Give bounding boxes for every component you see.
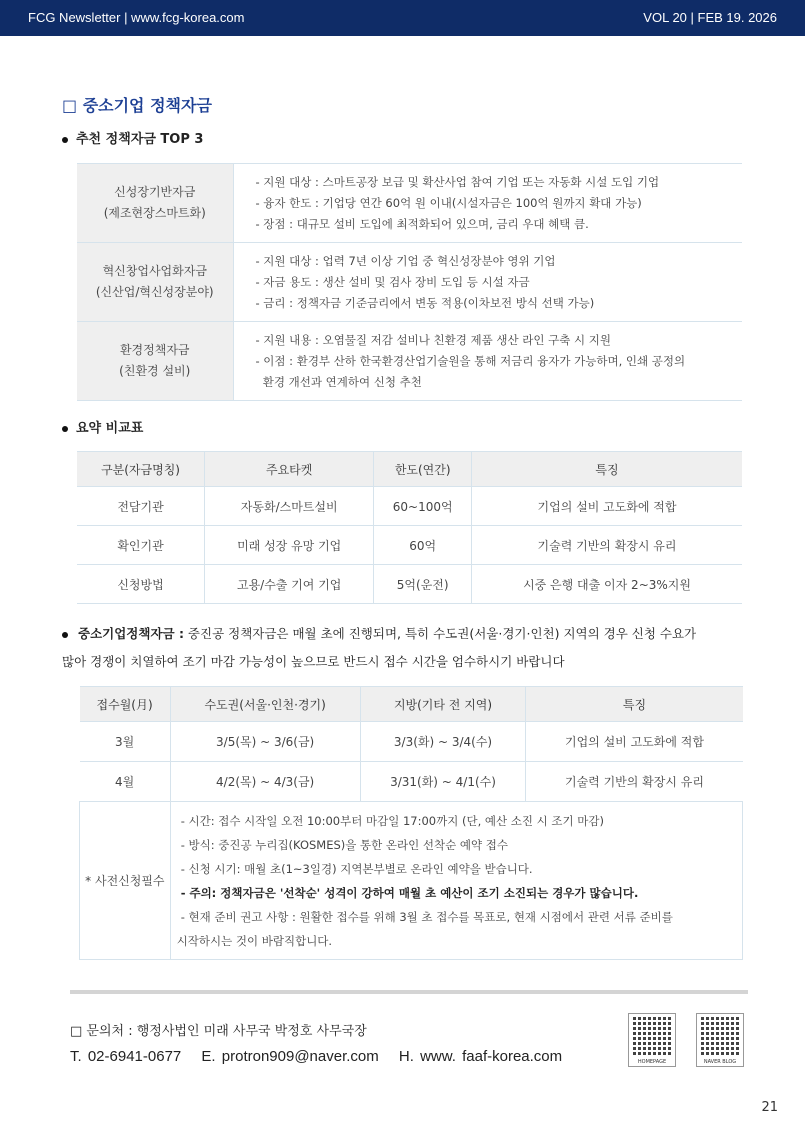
column-header: 특징: [472, 452, 742, 487]
phone: T. 02-6941-0677: [70, 1048, 182, 1065]
detail-line: - 지원 대상 : 스마트공장 보급 및 확산사업 참여 기업 또는 자동화 시설 도입 기업: [255, 174, 660, 189]
table-row: [77, 322, 742, 401]
table-cell: 60억: [374, 526, 472, 565]
column-header: 한도(연간): [374, 452, 472, 487]
qr-label: HOMEPAGE: [637, 1059, 667, 1065]
homepage-qr-code[interactable]: [628, 1013, 676, 1067]
section-title: □ 중소기업 정책자금: [62, 96, 212, 115]
fund-subtitle: (신산업/혁신성장분야): [95, 285, 214, 299]
fund-title: 신성장기반자금: [114, 185, 196, 199]
table-cell: 기업의 설비 고도화에 적합: [526, 722, 743, 762]
table-cell: 3월: [80, 722, 171, 762]
table-cell: 기업의 설비 고도화에 적합: [472, 487, 742, 526]
detail-line: 환경 개선과 연계하여 신청 추천: [255, 374, 422, 389]
schedule-table: [79, 686, 743, 960]
table-cell: 기술력 기반의 확장시 유리: [526, 762, 743, 802]
notice-text-2: 많아 경쟁이 치열하여 조기 마감 가능성이 높으므로 반드시 접수 시간을 엄수하시기 바랍니다: [62, 654, 565, 669]
issue-date: VOL 20 | FEB 19. 2026: [643, 10, 777, 25]
table-cell: 4월: [80, 762, 171, 802]
qr-label: NAVER BLOG: [703, 1059, 737, 1065]
note-line: - 방식: 중진공 누리집(KOSMES)을 통한 온라인 선착순 예약 접수: [180, 837, 508, 852]
table-cell: 고용/수출 기여 기업: [205, 565, 374, 604]
detail-line: - 지원 내용 : 오염물질 저감 설비나 친환경 제품 생산 라인 구축 시 지원: [255, 332, 611, 347]
email-link[interactable]: E. protron909@naver.com: [201, 1048, 379, 1065]
bullet-icon: [62, 632, 68, 638]
table-row: [77, 243, 742, 322]
table-row: [77, 164, 742, 243]
column-header: 특징: [526, 687, 743, 722]
notes-row: [80, 802, 743, 960]
table-cell: 3/31(화) ~ 4/1(수): [360, 762, 526, 802]
note-line: - 시간: 접수 시작일 오전 10:00부터 마감일 17:00까지 (단, 예산 소진 시 조기 마감): [180, 813, 604, 828]
bullet-top3: [62, 128, 203, 147]
bullet-label: 요약 비교표: [76, 421, 144, 436]
table-cell: 미래 성장 유망 기업: [205, 526, 374, 565]
notes-label: * 사전신청필수: [80, 802, 171, 960]
table-cell: 4/2(목) ~ 4/3(금): [170, 762, 360, 802]
detail-line: - 융자 한도 : 기업당 연간 60억 원 이내(시설자금은 100억 원까지 확대 가능): [255, 195, 642, 210]
notice-text: 중진공 정책자금은 매월 초에 진행되며, 특히 수도권(서울·경기·인천) 지역의 경우 신청 수요가: [183, 626, 697, 641]
fund-name: [77, 164, 233, 243]
note-line: - 신청 시기: 매월 초(1~3일경) 지역본부별로 온라인 예약을 받습니다.: [180, 861, 533, 876]
fund-title: 혁신창업사업화자금: [102, 264, 207, 278]
table-row: [80, 762, 743, 802]
header-bar: [0, 0, 805, 36]
notice-label: 중소기업정책자금 :: [78, 626, 184, 641]
newsletter-name: FCG Newsletter | www.fcg-korea.com: [28, 10, 245, 25]
summary-table: [77, 451, 742, 604]
note-line: - 현재 준비 권고 사항 : 원활한 접수를 위해 3월 초 접수를 목표로, 현재 시점에서 관련 서류 준비를: [180, 909, 673, 924]
table-row: [80, 722, 743, 762]
note-line: 시작하시는 것이 바람직합니다.: [176, 933, 333, 948]
fund-name: [77, 322, 233, 401]
table-cell: 시중 은행 대출 이자 2~3%지원: [472, 565, 742, 604]
fund-title: 환경정책자금: [119, 343, 190, 357]
detail-line: - 이점 : 환경부 산하 한국환경산업기술원을 통해 저금리 융자가 가능하며, 인쇄 공정의: [255, 353, 686, 368]
fund-details: [233, 322, 742, 401]
column-header: 접수월(月): [80, 687, 171, 722]
table-cell: 3/3(화) ~ 3/4(수): [360, 722, 526, 762]
table-cell: 자동화/스마트설비: [205, 487, 374, 526]
column-header: 지방(기타 전 지역): [360, 687, 526, 722]
table-cell: 3/5(목) ~ 3/6(금): [170, 722, 360, 762]
detail-line: - 장점 : 대규모 설비 도입에 최적화되어 있으며, 금리 우대 혜택 큼.: [255, 216, 589, 231]
bullet-icon: [62, 137, 68, 143]
fund-details: [233, 164, 742, 243]
table-cell: 확인기관: [77, 526, 205, 565]
note-line: - 주의: 정책자금은 '선착순' 성격이 강하여 매월 초 예산이 조기 소진되는 경우가 많습니다.: [180, 885, 639, 900]
blog-qr-code[interactable]: [696, 1013, 744, 1067]
bullet-icon: [62, 426, 68, 432]
column-header: 수도권(서울·인천·경기): [170, 687, 360, 722]
fund-subtitle: (친환경 설비): [119, 364, 191, 378]
fund-details: [233, 243, 742, 322]
table-cell: 60~100억: [374, 487, 472, 526]
notice-paragraph: [62, 620, 762, 676]
page-number: 21: [761, 1100, 778, 1115]
table-cell: 5억(운전): [374, 565, 472, 604]
table-cell: 전담기관: [77, 487, 205, 526]
column-header: 구분(자금명칭): [77, 452, 205, 487]
detail-line: - 지원 대상 : 업력 7년 이상 기업 중 혁신성장분야 영위 기업: [255, 253, 556, 268]
top3-table: [77, 163, 742, 401]
table-row: [77, 487, 742, 526]
homepage-link[interactable]: H. www. faaf-korea.com: [398, 1048, 563, 1065]
table-row: [77, 526, 742, 565]
divider: [70, 990, 748, 994]
fund-name: [77, 243, 233, 322]
detail-line: - 금리 : 정책자금 기준금리에서 변동 적용(이차보전 방식 선택 가능): [255, 295, 595, 310]
bullet-label: 추천 정책자금 TOP 3: [76, 132, 204, 147]
contact-info: [70, 1048, 576, 1065]
detail-line: - 자금 용도 : 생산 설비 및 검사 장비 도입 등 시설 자금: [255, 274, 530, 289]
notes-content: [170, 802, 742, 960]
fund-subtitle: (제조현장스마트화): [103, 206, 206, 220]
column-header: 주요타켓: [205, 452, 374, 487]
contact-person: □ 문의처 : 행정사법인 미래 사무국 박정호 사무국장: [70, 1024, 367, 1039]
bullet-summary: [62, 417, 143, 436]
table-cell: 기술력 기반의 확장시 유리: [472, 526, 742, 565]
table-row: [77, 565, 742, 604]
table-cell: 신청방법: [77, 565, 205, 604]
